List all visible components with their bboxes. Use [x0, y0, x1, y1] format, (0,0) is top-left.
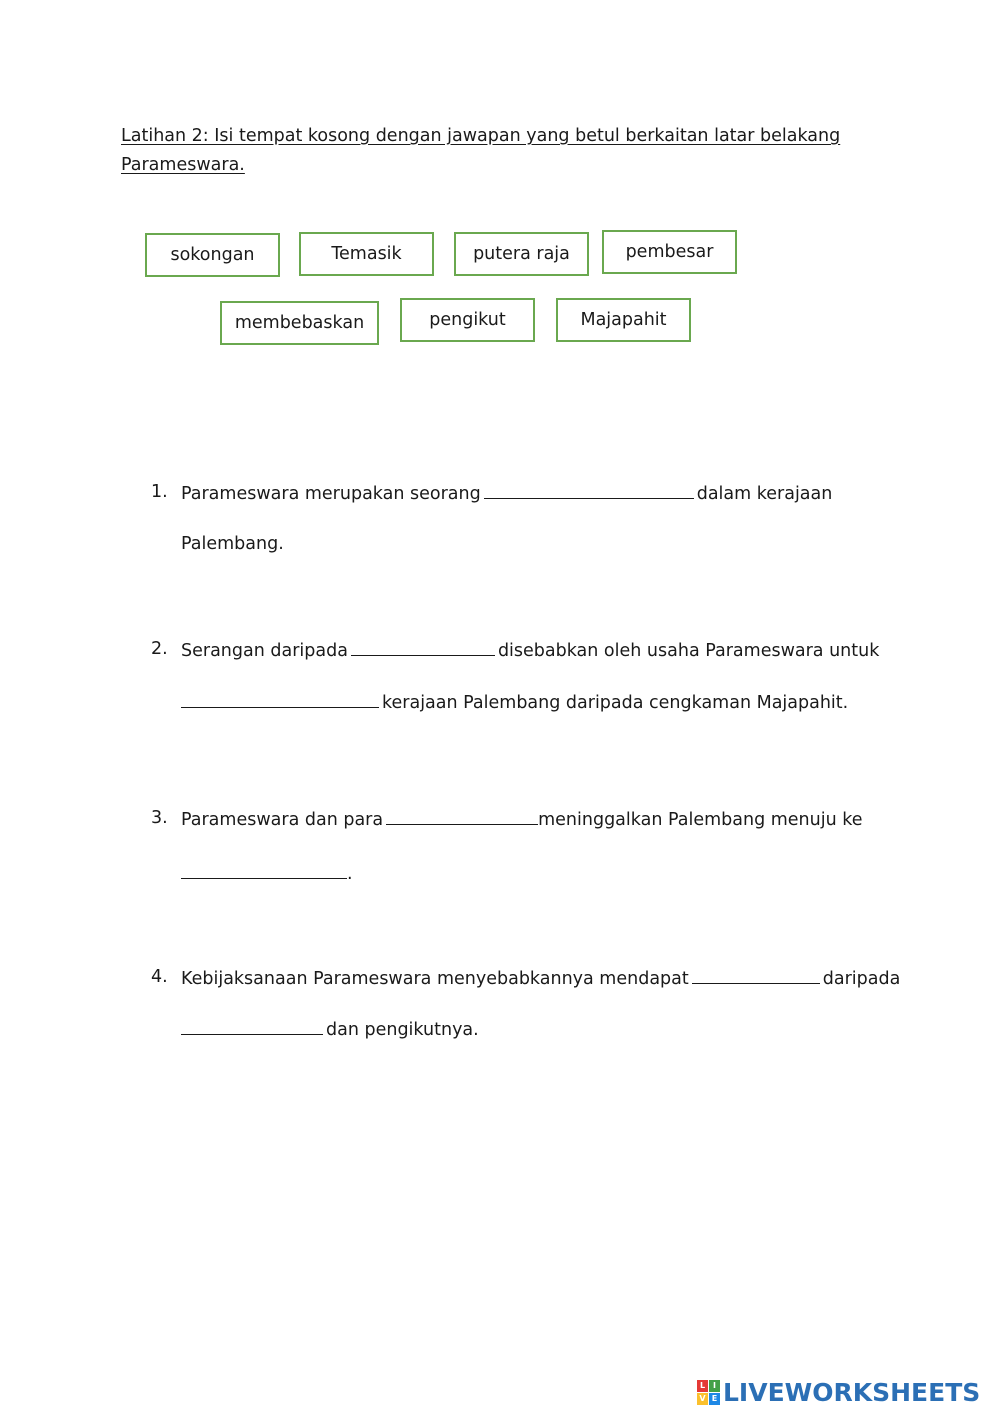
- question-number: 2.: [151, 639, 168, 659]
- question-4-line-2: [181, 1016, 479, 1042]
- logo-letter: E: [709, 1393, 720, 1405]
- question-number: 4.: [151, 967, 168, 987]
- word-box-majapahit[interactable]: Majapahit: [556, 298, 691, 342]
- logo-letter: V: [697, 1393, 708, 1405]
- brand-name: LIVEWORKSHEETS: [723, 1378, 981, 1407]
- question-3-line-1: [181, 806, 863, 832]
- answer-blank[interactable]: [484, 480, 694, 499]
- answer-blank[interactable]: [692, 965, 820, 984]
- question-text: dalam kerajaan: [696, 484, 833, 504]
- question-2-line-2: [181, 689, 848, 715]
- exercise-title: Latihan 2: Isi tempat kosong dengan jawapan yang betul berkaitan latar belakang Parameswara.: [121, 126, 841, 175]
- word-box-pembesar[interactable]: pembesar: [602, 230, 737, 274]
- question-text: .: [347, 864, 353, 884]
- question-text: Palembang.: [181, 534, 284, 554]
- logo-letter: L: [697, 1380, 708, 1392]
- word-box-temasik[interactable]: Temasik: [299, 232, 434, 276]
- question-text: kerajaan Palembang daripada cengkaman Majapahit.: [382, 693, 849, 713]
- word-box-pengikut[interactable]: pengikut: [400, 298, 535, 342]
- question-text: dan pengikutnya.: [326, 1020, 479, 1040]
- answer-blank[interactable]: [181, 1016, 323, 1035]
- question-2-line-1: [181, 637, 879, 663]
- question-text: disebabkan oleh usaha Parameswara untuk: [497, 641, 880, 661]
- answer-blank[interactable]: [181, 860, 347, 879]
- question-1-line-2: [181, 532, 284, 556]
- word-box-sokongan[interactable]: sokongan: [145, 233, 280, 277]
- liveworksheets-logo: [697, 1378, 980, 1407]
- answer-blank[interactable]: [181, 689, 379, 708]
- word-box-membebaskan[interactable]: membebaskan: [220, 301, 379, 345]
- word-box-putera-raja[interactable]: putera raja: [454, 232, 589, 276]
- answer-blank[interactable]: [351, 637, 495, 656]
- logo-mark-icon: [697, 1380, 720, 1405]
- question-4-line-1: [181, 965, 900, 991]
- logo-letter: I: [709, 1380, 720, 1392]
- question-text: Serangan daripada: [181, 641, 348, 661]
- question-text: Parameswara dan para: [181, 810, 384, 830]
- question-text: Parameswara merupakan seorang: [181, 484, 481, 504]
- question-number: 3.: [151, 808, 168, 828]
- question-text: daripada: [822, 969, 901, 989]
- question-text: Kebijaksanaan Parameswara menyebabkannya mendapat: [181, 969, 689, 989]
- answer-blank[interactable]: [386, 806, 538, 825]
- question-number: 1.: [151, 482, 168, 502]
- question-text: meninggalkan Palembang menuju ke: [538, 810, 863, 830]
- question-3-line-2: [181, 860, 353, 886]
- question-1-line-1: [181, 480, 832, 506]
